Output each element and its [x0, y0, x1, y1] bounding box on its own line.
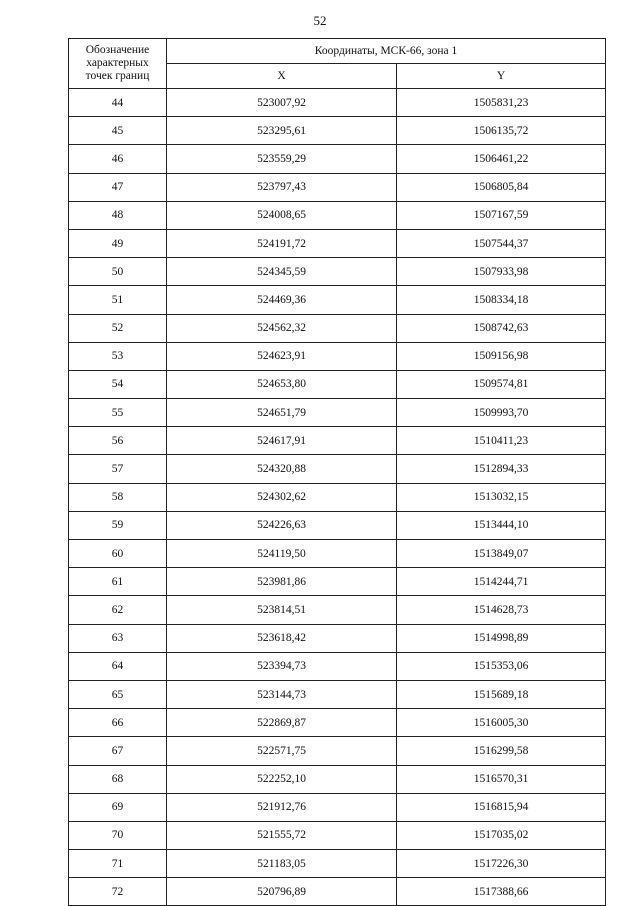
table-row: [69, 568, 606, 596]
table-row: [69, 737, 606, 765]
x-coordinate-cell: 523394,73: [167, 652, 397, 680]
table-row: [69, 765, 606, 793]
table-row: [69, 314, 606, 342]
y-coordinate-cell: 1509156,98: [397, 342, 606, 370]
y-coordinate-cell: 1507933,98: [397, 258, 606, 286]
y-coordinate-cell: 1507167,59: [397, 201, 606, 229]
table-row: [69, 89, 606, 117]
table-row: [69, 680, 606, 708]
table-body: [69, 89, 606, 906]
table-row: [69, 342, 606, 370]
point-number-cell: 63: [69, 624, 167, 652]
x-coordinate-cell: 521912,76: [167, 793, 397, 821]
x-coordinate-cell: 524623,91: [167, 342, 397, 370]
x-coordinate-cell: 521555,72: [167, 821, 397, 849]
x-coordinate-cell: 523295,61: [167, 117, 397, 145]
y-coordinate-cell: 1517035,02: [397, 821, 606, 849]
table-row: [69, 173, 606, 201]
table-row: [69, 878, 606, 906]
y-coordinate-cell: 1505831,23: [397, 89, 606, 117]
x-coordinate-cell: 522869,87: [167, 709, 397, 737]
table-row: [69, 596, 606, 624]
y-coordinate-cell: 1513444,10: [397, 511, 606, 539]
x-coordinate-cell: 520796,89: [167, 878, 397, 906]
x-coordinate-cell: 524469,36: [167, 286, 397, 314]
point-number-cell: 51: [69, 286, 167, 314]
table-row: [69, 793, 606, 821]
x-coordinate-cell: 521183,05: [167, 850, 397, 878]
y-coordinate-cell: 1515353,06: [397, 652, 606, 680]
y-coordinate-cell: 1517226,30: [397, 850, 606, 878]
point-number-cell: 71: [69, 850, 167, 878]
y-coordinate-cell: 1506135,72: [397, 117, 606, 145]
x-coordinate-cell: 523007,92: [167, 89, 397, 117]
point-number-cell: 72: [69, 878, 167, 906]
y-coordinate-cell: 1506461,22: [397, 145, 606, 173]
y-coordinate-cell: 1516005,30: [397, 709, 606, 737]
point-number-cell: 47: [69, 173, 167, 201]
point-number-cell: 59: [69, 511, 167, 539]
x-coordinate-cell: 523559,29: [167, 145, 397, 173]
x-coordinate-cell: 523797,43: [167, 173, 397, 201]
header-x: X: [167, 64, 397, 89]
table-row: [69, 201, 606, 229]
point-number-cell: 60: [69, 540, 167, 568]
x-coordinate-cell: 524345,59: [167, 258, 397, 286]
point-number-cell: 44: [69, 89, 167, 117]
point-number-cell: 49: [69, 229, 167, 257]
x-coordinate-cell: 524226,63: [167, 511, 397, 539]
y-coordinate-cell: 1508334,18: [397, 286, 606, 314]
y-coordinate-cell: 1516570,31: [397, 765, 606, 793]
header-point-line-1: Обозначение: [85, 44, 150, 56]
y-coordinate-cell: 1507544,37: [397, 229, 606, 257]
x-coordinate-cell: 524562,32: [167, 314, 397, 342]
y-coordinate-cell: 1515689,18: [397, 680, 606, 708]
x-coordinate-cell: 524320,88: [167, 455, 397, 483]
point-number-cell: 65: [69, 680, 167, 708]
y-coordinate-cell: 1508742,63: [397, 314, 606, 342]
point-number-cell: 66: [69, 709, 167, 737]
header-point-line-2: характерных: [86, 57, 149, 69]
coordinates-table: [68, 38, 606, 906]
point-number-cell: 50: [69, 258, 167, 286]
point-number-cell: 58: [69, 483, 167, 511]
x-coordinate-cell: 522571,75: [167, 737, 397, 765]
x-coordinate-cell: 524617,91: [167, 427, 397, 455]
table-row: [69, 286, 606, 314]
y-coordinate-cell: 1514244,71: [397, 568, 606, 596]
x-coordinate-cell: 523618,42: [167, 624, 397, 652]
x-coordinate-cell: 524008,65: [167, 201, 397, 229]
header-point-line-3: точек границ: [85, 70, 150, 82]
x-coordinate-cell: 523814,51: [167, 596, 397, 624]
table-row: [69, 540, 606, 568]
point-number-cell: 67: [69, 737, 167, 765]
header-coordinates-group: Координаты, МСК-66, зона 1: [167, 39, 606, 64]
point-number-cell: 64: [69, 652, 167, 680]
x-coordinate-cell: 523981,86: [167, 568, 397, 596]
y-coordinate-cell: 1509993,70: [397, 399, 606, 427]
x-coordinate-cell: 522252,10: [167, 765, 397, 793]
table-header: [69, 39, 606, 89]
table-row: [69, 624, 606, 652]
table-row: [69, 850, 606, 878]
table-row: [69, 821, 606, 849]
point-number-cell: 48: [69, 201, 167, 229]
point-number-cell: 55: [69, 399, 167, 427]
y-coordinate-cell: 1509574,81: [397, 370, 606, 398]
table-row: [69, 370, 606, 398]
y-coordinate-cell: 1506805,84: [397, 173, 606, 201]
table-row: [69, 709, 606, 737]
point-number-cell: 52: [69, 314, 167, 342]
point-number-cell: 56: [69, 427, 167, 455]
header-y: Y: [397, 64, 606, 89]
y-coordinate-cell: 1513849,07: [397, 540, 606, 568]
table-row: [69, 511, 606, 539]
table-row: [69, 117, 606, 145]
table-row: [69, 427, 606, 455]
point-number-cell: 62: [69, 596, 167, 624]
point-number-cell: 61: [69, 568, 167, 596]
y-coordinate-cell: 1510411,23: [397, 427, 606, 455]
point-number-cell: 57: [69, 455, 167, 483]
point-number-cell: 54: [69, 370, 167, 398]
y-coordinate-cell: 1513032,15: [397, 483, 606, 511]
x-coordinate-cell: 524651,79: [167, 399, 397, 427]
table-row: [69, 483, 606, 511]
y-coordinate-cell: 1514998,89: [397, 624, 606, 652]
point-number-cell: 45: [69, 117, 167, 145]
table-row: [69, 229, 606, 257]
table-row: [69, 652, 606, 680]
x-coordinate-cell: 524119,50: [167, 540, 397, 568]
y-coordinate-cell: 1514628,73: [397, 596, 606, 624]
table-row: [69, 399, 606, 427]
y-coordinate-cell: 1517388,66: [397, 878, 606, 906]
page-number: 52: [313, 13, 327, 28]
point-number-cell: 68: [69, 765, 167, 793]
table-row: [69, 258, 606, 286]
x-coordinate-cell: 523144,73: [167, 680, 397, 708]
point-number-cell: 70: [69, 821, 167, 849]
y-coordinate-cell: 1516299,58: [397, 737, 606, 765]
table-row: [69, 455, 606, 483]
x-coordinate-cell: 524653,80: [167, 370, 397, 398]
y-coordinate-cell: 1516815,94: [397, 793, 606, 821]
point-number-cell: 69: [69, 793, 167, 821]
y-coordinate-cell: 1512894,33: [397, 455, 606, 483]
x-coordinate-cell: 524191,72: [167, 229, 397, 257]
x-coordinate-cell: 524302,62: [167, 483, 397, 511]
header-point-designation: [69, 39, 167, 89]
table-row: [69, 145, 606, 173]
point-number-cell: 46: [69, 145, 167, 173]
point-number-cell: 53: [69, 342, 167, 370]
